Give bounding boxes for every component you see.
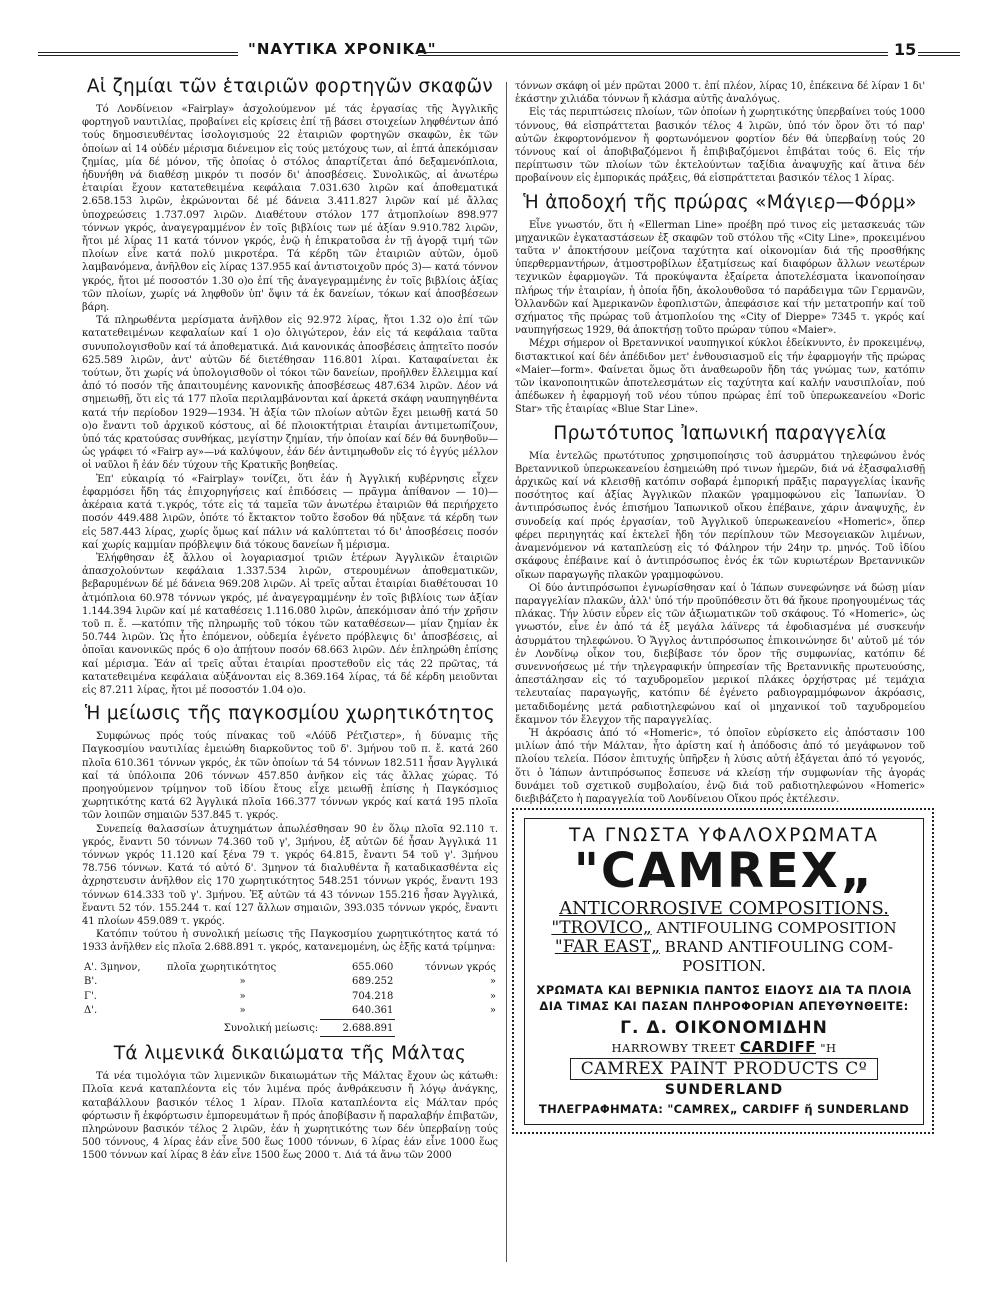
quarter-label: Γ'.: [84, 990, 97, 1002]
article-paragraph: Μία ἐντελῶς πρωτότυπος χρησιμοποίησις τοῦ ἀσυρμάτου τηλεφώνου ἑνός Βρεταννικοῦ ὑπερωκεανείου ἐσημειώθη πρό τινων ἡμερῶν, διά νά ἐξασφαλισθῇ ἀρχικῶς καί νά κλεισθῇ κατόπιν σοβαρά ἐμπορική πρᾶξις παραγγελίας ἱκανῆς ποσότητος καί ἀξίας Ἀγγλικῶν πλακῶν γραμμοφώνου εἰς Ἰαπωνίαν. Ὁ ἀντιπρόσωπος ἑνός ἐπισήμου Ἰαπωνικοῦ οἴκου ἐπέβαινε, χάριν ἀναψυχῆς, ἐν συνοδείᾳ καί πρός ἐργασίαν, τοῦ Ἀγγλικοῦ ὑπερωκεανείου «Homeric», ὅπερ φέρει περιηγητάς καί ἐκτελεῖ ἤδη τόν περίπλουν τῶν Μεσογειακῶν λιμένων, ἀναμενόμενον νά καταπλεύσῃ εἰς τό Φάληρον τήν 24ην τρ. μηνός. Τοῦ ἰδίου σκάφους ἐπέβαινε καί ὁ ἀντιπρόσωπος ἑνός ἐκ τῶν κυριωτέρων Βρεταννικῶν οἴκων παραγωγῆς πλακῶν γραμμοφώνου.: [515, 450, 925, 581]
advertisement-frame: [524, 818, 924, 1125]
total-label: Συνολική μείωσις:: [223, 1022, 319, 1034]
article-title-world-tonnage: Ἡ μείωσις τῆς παγκοσμίου χωρητικότητος: [84, 703, 496, 725]
table-total-row: [82, 1019, 498, 1037]
ad-heading: ΤΑ ΓΝΩΣΤΑ ΥΦΑΛΟΧΡΩΜΑΤΑ: [569, 825, 879, 846]
article-continuation: τόννων σκάφη οἱ μέν πρῶται 2000 τ. ἐπί πλέον, λίρας 10, ἐπέκεινα δέ λίραν 1 δι' ἑκάστην χιλιάδα τόννων ἤ κλάσμα αὐτῆς ἀναλόγως.: [515, 81, 925, 106]
header-rule-middle: [418, 52, 888, 56]
trovico-description: ANTIFOULING COMPOSITION: [656, 919, 897, 937]
ditto-mark: »: [489, 1005, 496, 1017]
left-column: [82, 70, 498, 1163]
article-paragraph: Κατόπιν τούτου ἡ συνολική μείωσις τῆς Παγκοσμίου χωρητικότητος κατά τό 1933 ἀνῆλθεν εἰς πλοῖα 2.688.891 τ. γκρός, κατανεμομένη, ὡς ἑξῆς κατά τρίμηνα:: [82, 929, 498, 954]
article-paragraph: Ἡ ἀκρόασις ἀπό τό «Homeric», τό ὁποῖον εὑρίσκετο εἰς ἀπόστασιν 100 μιλίων ἀπό τήν Μάλταν, ἦτο ἀρίστη καί ἡ ἀπόδοσις ἀπό τό μεγάφωνον τοῦ πλοίου τελεία. Πόσον ἐπιτυχής ὑπῆρξεν ἡ λύσις αὐτή ἐξάγεται ἀπό τό γεγονός, ὅτι ὁ Ἰάπων ἀντιπρόσωπος ἔσπευσε νά κλείσῃ τήν συμφωνίαν τῆς ἀγοράς δυνάμει τοῦ σχετικοῦ συμβολαίου, ἐνῷ διά τοῦ ραδιοτηλεφώνου «Homeric» διεβιβάζετο ἡ παραγγελία τοῦ Λονδίνειου Οἴκου πρός ἐκτέλεσιν.: [515, 727, 925, 805]
article-paragraph: Εἶνε γνωστόν, ὅτι ἡ «Ellerman Line» προέβη πρό τινος εἰς μετασκευάς τῶν μηχανικῶν ἐγκαταστάσεων ἐξ σκαφῶν τοῦ στόλου τῆς «City Line», προκειμένου ταῦτα ν' ἀποκτήσουν μείζονα ταχύτητα καί οἰκονομίαν διά τῆς προσθήκης ὑπερθερμαντήρων, ἀτμοστροβίλων ἐξατμίσεως καί διαφόρων ἄλλων νεωτέρων τεχνικῶν ἐφαρμογῶν. Τά προκύψαντα ἐξαίρετα ἀποτελέσματα ἱκανοποίησαν πλήρως τήν ἑταιρίαν, ἡ ὁποία ἤδη, ἀκολουθοῦσα τό παράδειγμα τῶν Γερμανῶν, Ὀλλανδῶν καί Ἀμερικανῶν ἐφοπλιστῶν, ἀπεφάσισε καί τήν μετατροπήν καί τοῦ σχήματος τῆς πρώρας τοῦ ἀτμοπλοίου της «City of Dieppe» 7345 τ. γκρός καί ναυπηγήσεως 1929, θά ἀποκτήσῃ τοῦτο πρώραν τύπου «Maier».: [515, 219, 925, 337]
table-row: [82, 975, 498, 990]
column-divider: [506, 82, 507, 1262]
ad-trovico-line: [525, 919, 923, 938]
table-row: [82, 1004, 498, 1019]
ditto-mark: »: [489, 990, 496, 1002]
header-rule-right: [918, 52, 960, 56]
article-paragraph: Τό Λονδίνειον «Fairplay» ἀσχολούμενον μέ τάς ἐργασίας τῆς Ἀγγλικῆς φορτηγοῦ ναυτιλίας, προβαίνει εἰς κρίσεις ἐπί τῇ βάσει στοιχείων ληφθέντων ἀπό τούς δημοσιευθέντας ἰσολογισμούς 22 ἑταιριῶν φορτηγῶν σκαφῶν, ἐκ τῶν ὁποίων αἱ 14 οὐδέν μέρισμα διένειμον εἰς τούς μετόχους των, αἱ ἑπτά ἀπεκόμισαν ζημίας, μία δέ μόνον, τῆς ὁποίας ὁ στόλος ἀπαρτίζεται ἀπό δεξαμενόπλοια, ἠδυνήθη νά διαθέσῃ μικρόν τι ποσόν δι' ἀποσβέσεις. Συνολικῶς, αἱ ἀνωτέρω ἑταιρίαι ἔχουν κατατεθειμένα κεφάλαια 7.031.630 λιρῶν καί ἀποθεματικά 2.658.153 λιρῶν, ἐκρώνονται δέ μέ δάνεια 3.411.827 λιρῶν καί μέ ἄλλας ὑποχρεώσεις 1.737.097 λιρῶν. Διαθέτουν στόλον 177 ἀτμοπλοίων 898.977 τόννων γκρός, ἀναγεγραμμένον ἐν τοῖς βιβλίοις των μέ ἀξίαν 9.910.782 λιρῶν, ἤτοι μέ λίρας 11 κατά τόννον γκρός, ἐνῷ ἡ ἐπικρατοῦσα ἐν τῇ ἀγορᾷ τιμή τῶν πλοίων εἶνε κατά πολύ μικροτέρα. Τά κέρδη τῶν ἑταιριῶν αὐτῶν, ὁμοῦ λαμβανόμενα, ἀνῆλθον εἰς λίρας 137.955 καί ἀντιστοιχοῦν πρός 3)— κατά τόννον γκρός, ἤτοι μέ ποσοστόν 1.30 ο)ο ἐπί τῆς ἀναγεγραμμένης ἐν τοῖς βιβλίοις ἀξίας τῶν πλοίων, χωρίς νά ληφθοῦν ὑπ' ὄψιν τά ἐκ δανείων, τόκων καί ἀποσβέσεων βάρη.: [82, 104, 498, 314]
article-title-japanese-order: Πρωτότυπος Ἰαπωνική παραγγελία: [553, 422, 887, 444]
camrex-advertisement: [512, 808, 934, 1134]
tonnage-value: 689.252: [352, 976, 394, 988]
right-column: [515, 80, 925, 806]
ad-telegrams: ΤΗΛΕΓΡΑΦΗΜΑΤΑ: "CAMREX„ CARDIFF ἤ SUNDERLAND: [538, 1102, 910, 1116]
running-header: [38, 38, 960, 64]
ad-info-line: ΧΡΩΜΑΤΑ ΚΑΙ ΒΕΡΝΙΚΙΑ ΠΑΝΤΟΣ ΕΙΔΟΥΣ ΔΙΑ ΤΑ ΠΛΟΙΑ: [536, 983, 912, 997]
article-paragraph: Μέχρι σήμερον οἱ Βρεταννικοί ναυπηγικοί κύκλοι ἐδείκνυντο, ἐν προκειμένῳ, διστακτικοί καί δέν ἀπέδιδον μετ' ἐνθουσιασμοῦ εἰς τήν ἐφαρμογήν τῆς πρώρας «Maier—form». Φαίνεται ὅμως ὅτι ἀναθεωροῦν ἤδη τάς γνώμας των, κατόπιν τῶν ἱκανοποιητικῶν ἀποτελεσμάτων εἰς ταχύτητα καί καλήν ναυσιπλοΐαν, πού ἀπέδωκεν ἡ ἐφαρμογή τοῦ νέου τύπου πρώρας ἐπί τοῦ ὑπερωκεανείου «Doric Star» τῆς ἑταιρίας «Blue Star Line».: [515, 338, 925, 416]
row-label: πλοῖα χωρητικότητος: [166, 961, 277, 973]
ditto-mark: »: [239, 1005, 246, 1017]
article-paragraph: Οἱ δύο ἀντιπρόσωποι ἐγνωρίσθησαν καί ὁ Ἰάπων συνεφώνησε νά δώσῃ μίαν παραγγελίαν πλακῶν, ἀλλ' ὑπό τήν προϋπόθεσιν ὅτι θά ἤκουε προηγουμένως τάς πλάκας. Τήν λύσιν εὗρεν εἰς τῶν ἀξιωματικῶν τοῦ σκάφους. Τό «Homeric», ὡς γνωστόν, εἶνε ἐν ἀπό τά ἐξ μεγάλα λάϊνερς τά ἐφοδιασμένα μέ συσκευήν ἀσυρμάτου τηλεφώνου. Ὁ Ἄγγλος ἀντιπρόσωπος ἐπικοινώνησε δι' αὐτοῦ μέ τόν ἐν Λονδίνῳ οἶκον του, διεβίβασε τόν ὅρον τῆς συμφωνίας, κατόπιν δέ συνεννοήσεως μέ τήν τηλεγραφικήν ὑπηρεσίαν τῆς Βρεταννικῆς πρωτευούσης, ἀπεστάλησαν εἰς τό ταχυδρομεῖον μερικοί πλάκες ὀρχήστρας μέ τεμάχια τελευταίας παραγωγῆς, κατόπιν δέ ἐγένετο ραδιογραμμόφωνον ἀκρόασις, μεταδιδομένης μετά ραδιοτηλεφώνου καί οἱ μηχανικοί τοῦ ταχυδρομείου ἔκαμνον τόν ἔλεγχον τῆς παραγγελίας.: [515, 582, 925, 726]
ad-agent-name: Γ. Δ. ΟΙΚΟΝΟΜΙΔΗΝ: [620, 1018, 828, 1038]
tonnage-value: 704.218: [352, 990, 394, 1002]
article-paragraph: Εἰς τάς περιπτώσεις πλοίων, τῶν ὁποίων ἡ χωρητικότης ὑπερβαίνει τούς 1000 τόννους, θά εἰσπράττεται βασικόν τέλος 4 λιρῶν, ὑπό τόν ὅρον ὅτι τό παρ' αὐτῶν ἐκφορτονόμενον ἤ φορτωνόμενον φορτίον δέν θά ὑπερβαίνῃ τούς 20 τόννους καί οἱ ἀποβιβαζόμενοι ἤ ἐπιβιβαζόμενοι ἐπιβάται τούς 6. Εἰς τήν περίπτωσιν τῶν πλοίων τῶν ἐκτελούντων ταξίδια ἀναψυχῆς καί ἅτινα δέν προβαίνουν εἰς ἐμπορικάς πράξεις, θά εἰσπράττεται βασικόν τέλος 1 λίρας.: [515, 107, 925, 185]
ditto-mark: »: [239, 990, 246, 1002]
page-number: 15: [894, 40, 917, 59]
tonnage-value: 640.361: [320, 1004, 395, 1019]
table-row: [82, 990, 498, 1005]
quarter-label: Δ'.: [84, 1005, 98, 1017]
ad-brand-name: "CAMREX„: [573, 843, 875, 899]
article-paragraph: Τά νέα τιμολόγια τῶν λιμενικῶν δικαιωμάτων τῆς Μάλτας ἔχουν ὡς κάτωθι: Πλοῖα κενά καταπλέοντα εἰς τόν λιμένα πρός ἀνθράκευσιν ἤ λόγῳ ἀνάγκης, καταβάλλουν βασικόν τέλος 1 λίραν. Πλοῖα καταπλέοντα εἰς Μάλταν πρός φόρτωσιν ἤ ἐκφόρτωσιν ἐμπορευμάτων ἤ πρός ἀποβίβασιν ἤ παραλαβήν ἐπιβατῶν, πληρώνουν βασικόν τέλος 2 λιρῶν, ἐάν ἡ χωρητικότης των δέν ὑπερβαίνῃ τούς 500 τόννους, 4 λίρας ἐάν εἶνε 500 ἕως 1000 τόννων, 6 λίρας ἐάν εἶνε 1000 ἕως 1500 τόννων καί λίρας 8 ἐάν εἶνε 1500 ἕως 2000 τ. Διά τά ἄνω τῶν 2000: [82, 1071, 498, 1162]
article-title-shipping-losses: Αἱ ζημίαι τῶν ἑταιριῶν φορτηγῶν σκαφῶν: [86, 76, 494, 97]
ad-company-name: CAMREX PAINT PRODUCTS Cº: [570, 1058, 878, 1080]
ad-info-line: ΔΙΑ ΤΙΜΑΣ ΚΑΙ ΠΑΣΑΝ ΠΛΗΡΟΦΟΡΙΑΝ ΑΠΕΥΘΥΝΘΕΙΤΕ:: [539, 999, 909, 1013]
header-rule-left: [38, 52, 238, 56]
article-title-maier-bow: Ἡ ἀποδοχή τῆς πρώρας «Μάγιερ—Φόρμ»: [523, 191, 917, 213]
quarter-label: Α'. 3μηνον,: [84, 961, 141, 973]
ditto-mark: »: [239, 976, 246, 988]
ad-fareast-line-2: POSITION.: [682, 957, 766, 975]
article-paragraph: Ἐπ' εὐκαιρίᾳ τό «Fairplay» τονίζει, ὅτι ἐάν ἡ Ἀγγλική κυβέρνησις εἶχεν ἐφαρμόσει ἤδη τάς ἐπιχορηγήσεις καί ἐπιδόσεις — πρᾶγμα ἀπίθανον — 10)— ἀκέραια κατά τ.γκρός, τότε εἰς τά ταμεῖα τῶν ἀνωτέρω ἑταιριῶν θά περιήρχετο ποσόν 449.488 λιρῶν, ὁπότε τό ἔκτακτον τοῦτο ἔσοδον θά ηὔξανε τά κέρδη των εἰς 587.443 λίρας, χωρίς ὅμως καί πάλιν νά καλύπτεται τό δι' ἀποσβέσεις ποσόν καί χωρίς καμμίαν πρόβλεψιν διά τόκους δανείων ἤ μέρισμα.: [82, 473, 498, 551]
ad-address: [525, 1038, 923, 1056]
ad-fareast-line: [525, 938, 923, 957]
article-paragraph: Συνεπείᾳ θαλασσίων ἀτυχημάτων ἀπωλέσθησαν 90 ἐν ὅλῳ πλοῖα 92.110 τ. γκρός, ἔναντι 50 τόννων 74.360 τοῦ γ', 3μήνου, ἐξ αὐτῶν δέ ἦσαν Ἀγγλικά 11 τόννων γκρός 11.120 καί ξένα 79 τ. γκρός 64.815, ἔναντι 54 τοῦ γ'. 3μήνου 78.756 τόννων. Κατά τό αὐτό δ'. 3μηνον τά διαλυθέντα ἤ καταδικασθέντα εἰς ἀχρηστευσιν ἀνῆλθον εἰς 170 χωρητικότητος 548.251 τόννων γκρός, ἔναντι 193 τόννων 614.333 τοῦ γ'. 3μήνου. Ἐξ αὐτῶν τά 43 τόννων 155.216 ἦσαν Ἀγγλικά, ἔναντι 52 τόν. 155.244 τ. καί 127 ἄλλων σημαιῶν, 393.035 τόννων γκρός, ἔναντι 41 πλοίων 459.089 τ. γκρός.: [82, 823, 498, 927]
unit-label: τόννων γκρός: [425, 961, 496, 973]
article-paragraph: Συμφώνως πρός τούς πίνακας τοῦ «Λόϋδ Ρέτζιστερ», ἡ δύναμις τῆς Παγκοσμίου ναυτιλίας ἐμειώθη διαρκοῦντος τοῦ δ'. 3μήνου τοῦ π. ἔ. κατά 260 πλοῖα 610.361 τόννων γκρός, ἐκ τῶν ὁποίων τά 54 τόννων 182.511 ἦσαν Ἀγγλικά καί τά ὑπόλοιπα 206 τόννων 457.850 ἀνῆκον εἰς τάς ἄλλας χώρας. Τό προηγούμενον τρίμηνον τοῦ ἰδίου ἔτους εἶχε μειωθῇ ἐπίσης ἡ Παγκόσμιος χωρητικότης κατά 62 Ἀγγλικά πλοῖα 166.377 τόννων γκρός καί κατά 195 πλοῖα τῶν λοιπῶν σημαιῶν 537.845 τ. γκρός.: [82, 731, 498, 822]
address-suffix: "Η: [820, 1041, 837, 1055]
fareast-description: BRAND ANTIFOULING COM-: [664, 938, 894, 956]
quarterly-reduction-table: [82, 961, 498, 1038]
article-title-malta-dues: Τά λιμενικά δικαιώματα τῆς Μάλτας: [113, 1043, 467, 1065]
quarter-label: Β'.: [84, 976, 98, 988]
address-street: HARROWBY TREET: [611, 1041, 736, 1055]
fareast-name: "FAR EAST„: [554, 937, 661, 957]
article-paragraph: Ἐλήφθησαν ἐξ ἄλλου οἱ λογαριασμοί τριῶν ἑτέρων Ἀγγλικῶν ἑταιριῶν ἀπασχολούντων κεφάλαια 1.337.534 λιρῶν, στερουμένων ἀποθεματικῶν, βεβαρυμένων δέ μέ δάνεια 969.208 λιρῶν. Αἱ τρεῖς αὗται ἑταιρίαι διαθέτουσαι 10 ἀτμόπλοια 60.978 τόννων γκρός, μέ ἀναγεγραμμένην ἐν τοῖς βιβλίοις των ἀξίαν 1.144.394 λιρῶν καί μέ καταθέσεις 1.116.080 λιρῶν, ἀπεκόμισαν ἀπό τήν χρῆσιν τοῦ π. ἔ. —κατόπιν τῆς πληρωμῆς τοῦ τόκου τῶν καταθέσεων— μίαν ζημίαν ἐκ 50.744 λιρῶν. Ὡς ἦτο ἑπόμενον, οὐδεμία ἐγένετο πρόβλεψις δι' ἀποσβέσεις, αἱ ὁποῖαι κανονικῶς πρός 6 ο)ο ἀπῄτουν ποσόν 68.663 λιρῶν. Δέν ἐπληρώθη ἐπίσης καί μέρισμα. Ἐάν αἱ τρεῖς αὗται ἑταιρίαι προστεθοῦν εἰς τάς 22 πρῶτας, τά κατατεθειμένα κεφάλαια αὐξάνονται εἰς 8.369.164 λίρας, τά δέ κέρδη μειοῦνται εἰς 87.211 λίρας, ἤτοι μέ ποσοστόν 1.04 ο)ο.: [82, 552, 498, 696]
table-row: [82, 961, 498, 976]
total-value: 2.688.891: [320, 1019, 395, 1037]
ad-anticorrosive-line: ANTICORROSIVE COMPOSITIONS.: [559, 898, 889, 919]
ad-company-city: SUNDERLAND: [664, 1082, 784, 1098]
address-city: CARDIFF: [739, 1038, 817, 1056]
trovico-name: "TROVICO„: [551, 918, 652, 938]
tonnage-value: 655.060: [352, 961, 394, 973]
ditto-mark: »: [489, 976, 496, 988]
publication-title: "ΝΑΥΤΙΚΑ ΧΡΟΝΙΚΑ": [248, 40, 437, 58]
article-paragraph: Τά πληρωθέντα μερίσματα ἀνῆλθον εἰς 92.972 λίρας, ἤτοι 1.32 ο)ο ἐπί τῶν κατατεθειμένων κεφαλαίων καί 1 ο)ο ὀλιγώτερον, ἐάν εἰς τά κεφάλαια ταῦτα συνυπολογισθοῦν καί τά ἀποθεματικά. Διά κανονικάς ἀποσβέσεις ἀπῃτεῖτο ποσόν 625.589 λιρῶν, ἀντ' αὐτῶν δέ διετέθησαν 116.801 λίραι. Καταφαίνεται ἐκ τούτων, ὅτι χωρίς νά ὑπολογισθοῦν οἱ τόκοι τῶν δανείων, προῆλθεν ἔλλειμμα καί ἀπό τό ποσόν τῆς ἀπαιτουμένης κανονικῆς ἀποσβέσεως 487.634 λιρῶν. Δέον νά σημειωθῇ, ὅτι εἰς τά 177 πλοῖα περιλαμβάνονται καί ἀρκετά σκάφη ναυπηγηθέντα κατά τήν περίοδον 1929—1934. Ἡ ἀξία τῶν πλοίων αὐτῶν ἔχει μειωθῇ κατά 50 ο)ο ἔναντι τοῦ ἀρχικοῦ κόστους, αἱ δέ πλοιοκτήτριαι ἑταιρίαι ἀντιμετωπίζουν, ὑπό τάς κρατούσας συνθήκας, μεγίστην ζημίαν, τήν ὁποίαν καί δέν θά δυνηθοῦν—ὡς γράφει τό «Fairp ay»—νά καλύψουν, ἐάν δέν ἀντιμηωθοῦν εἰς τό ἐγγύς μέλλον οἱ ναῦλοι ἤ ἐάν δέν τύχουν τῆς Κρατικῆς βοηθείας.: [82, 315, 498, 472]
